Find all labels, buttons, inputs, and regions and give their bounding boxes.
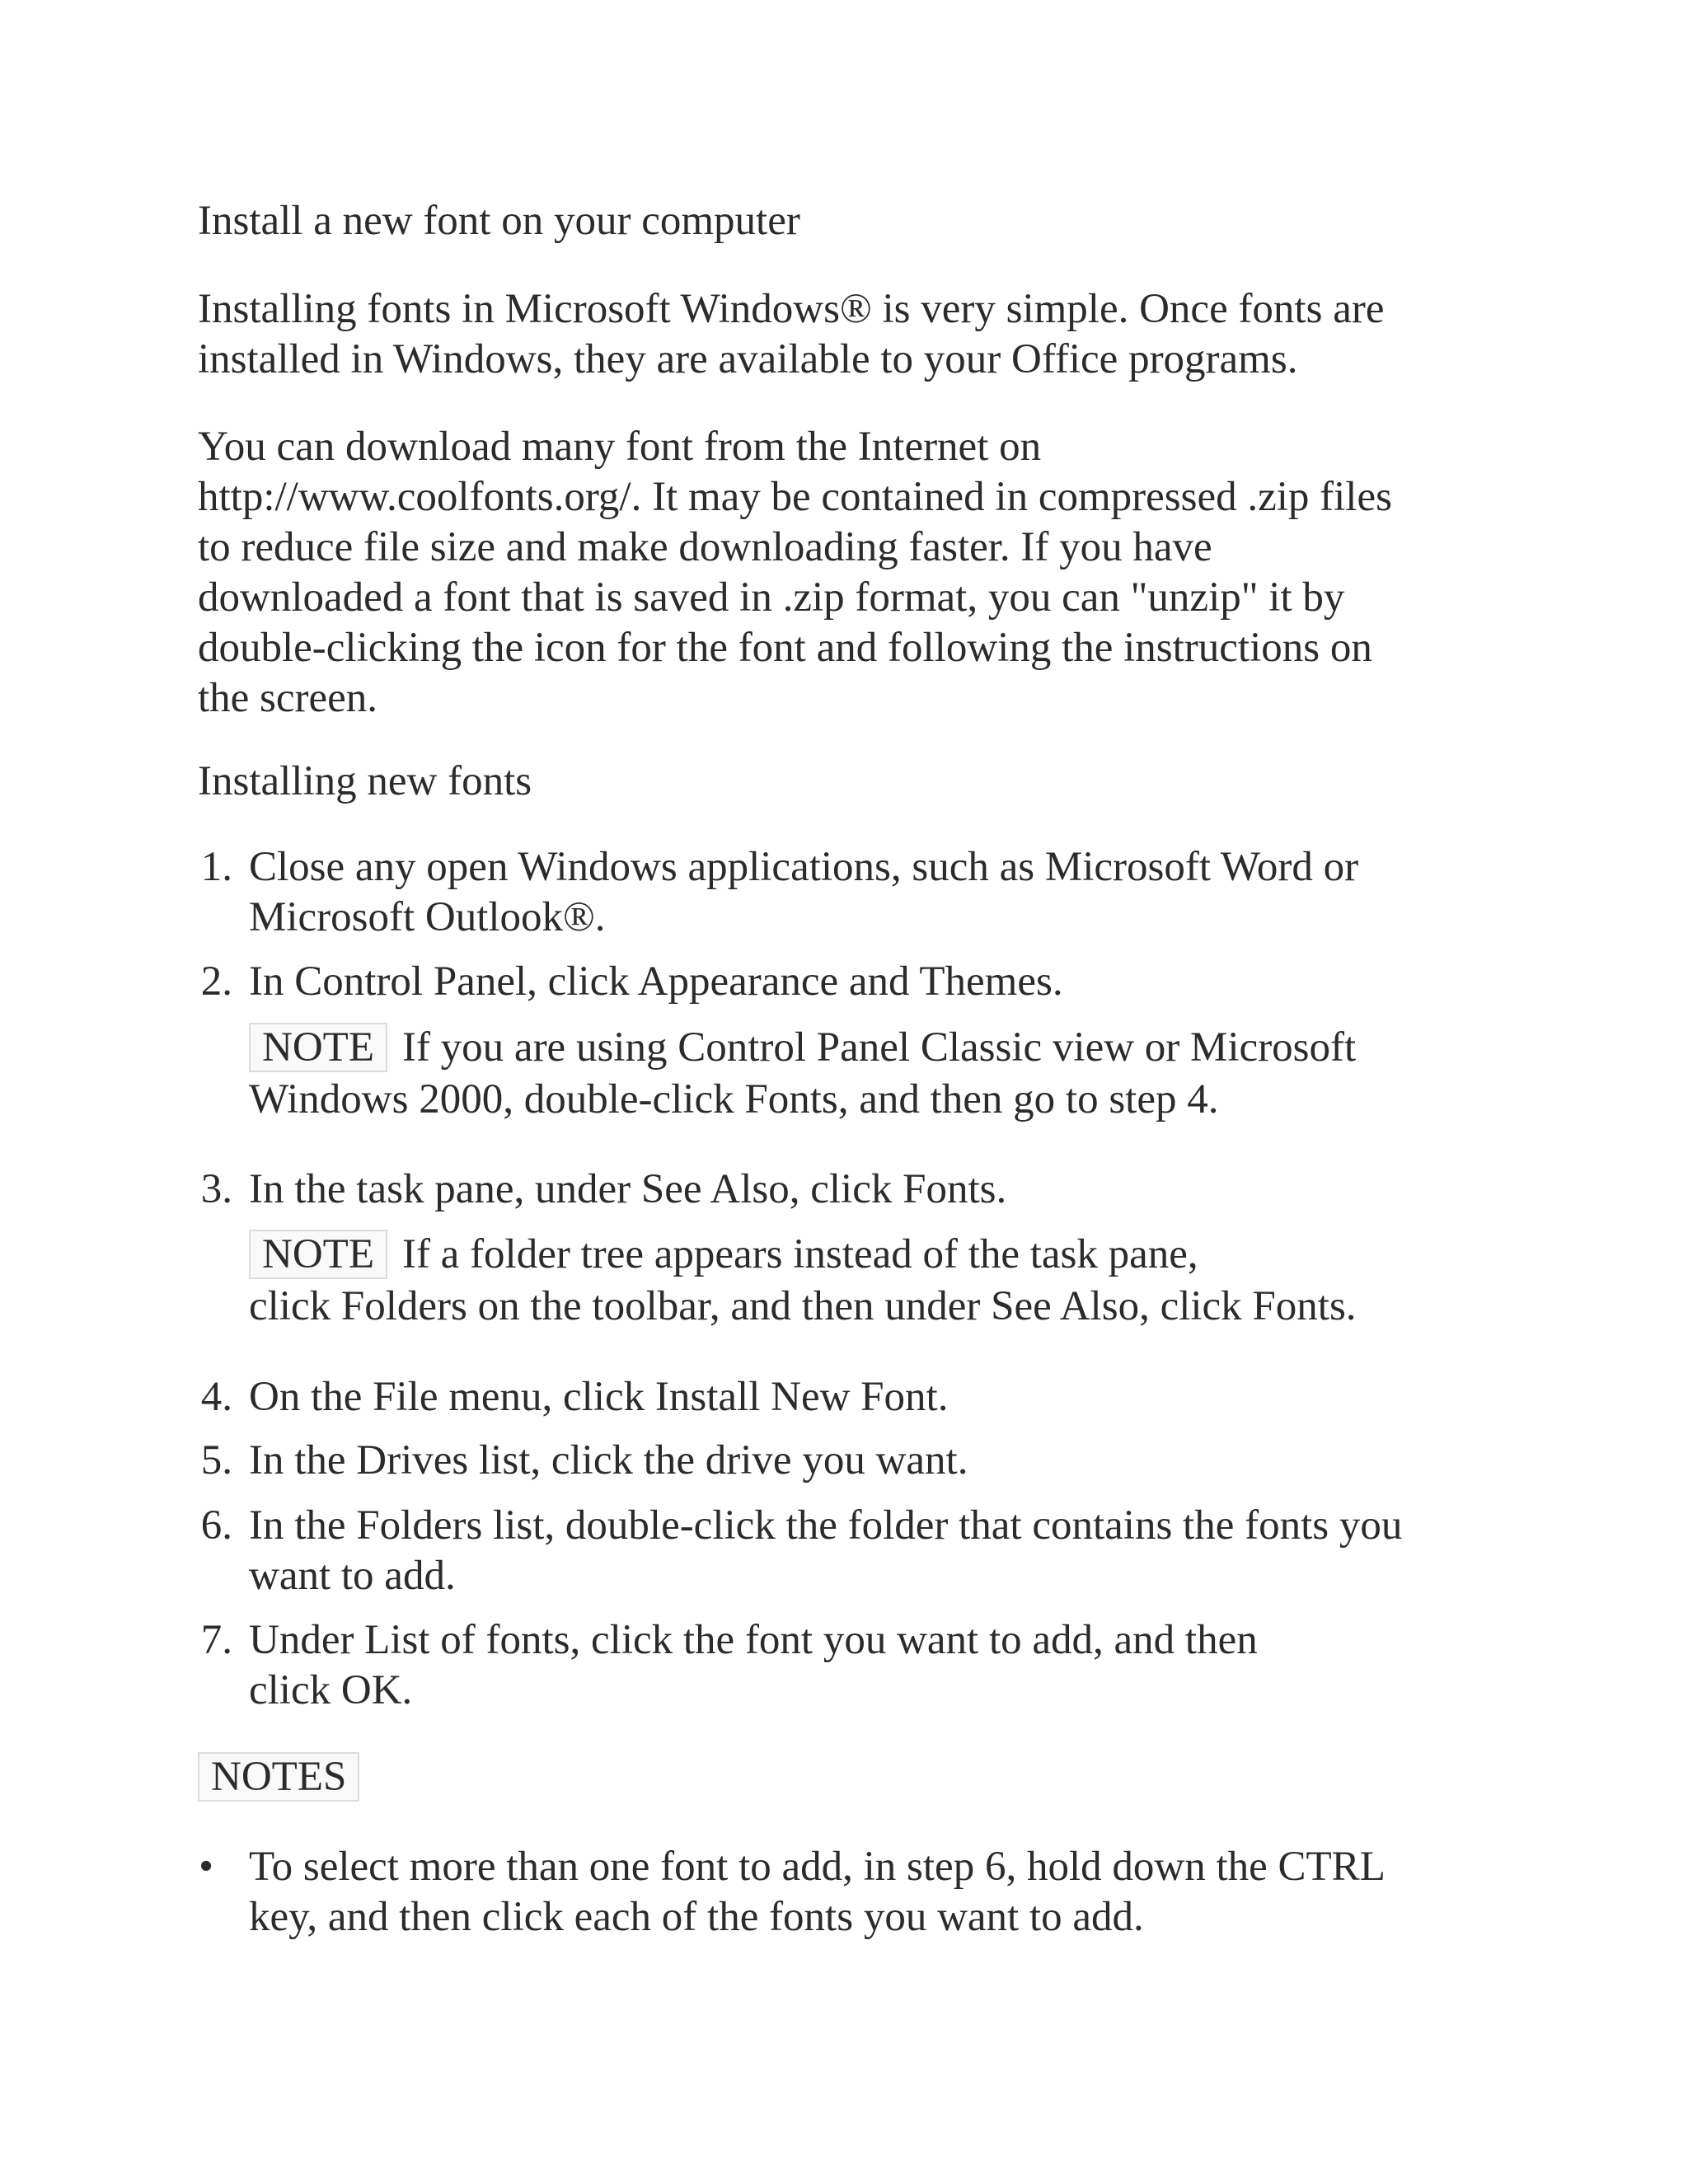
intro-paragraph [198, 284, 1384, 385]
page-title: Install a new font on your computer [198, 198, 800, 244]
paragraph-line: Installing fonts in Microsoft Windows® is very simple. Once fonts are [198, 286, 1385, 332]
list-item: 6. In the Folders list, double-click the folder that contains the fonts you want to add. [183, 1501, 1584, 1601]
list-item: 3. In the task pane, under See Also, click Fonts. [183, 1165, 1584, 1215]
download-paragraph [198, 422, 1392, 724]
bullet-item: • To select more than one font to add, in step 6, hold down the CTRL key, and then click each of the fonts you want to add. [194, 1842, 1595, 1943]
note-label: NOTE [249, 1023, 387, 1072]
bullet-icon: • [199, 1844, 213, 1890]
list-number: 3. [200, 1166, 232, 1212]
paragraph-line: the screen. [198, 675, 378, 721]
paragraph-line: http://www.coolfonts.org/. It may be contained in compressed .zip files [198, 474, 1392, 520]
list-item: 4. On the File menu, click Install New Font. [183, 1372, 1584, 1422]
list-item: 5. In the Drives list, click the drive you want. [183, 1436, 1584, 1486]
list-number: 6. [200, 1502, 232, 1549]
paragraph-line: installed in Windows, they are available to your Office programs. [198, 336, 1298, 382]
list-number: 1. [200, 844, 232, 890]
paragraph-line: double-clicking the icon for the font and following the instructions on [198, 625, 1372, 671]
note-callout: NOTE If you are using Control Panel Classic view or Microsoft Windows 2000, double-click Fonts, and then go to step 4. [249, 1024, 1357, 1122]
notes-label: NOTES [198, 1752, 359, 1802]
list-number: 2. [200, 958, 232, 1005]
list-number: 4. [200, 1374, 232, 1420]
paragraph-line: to reduce file size and make downloading faster. If you have [198, 524, 1212, 570]
paragraph-line: downloaded a font that is saved in .zip format, you can "unzip" it by [198, 574, 1345, 621]
list-item: 7. Under List of fonts, click the font you want to add, and then click OK. [183, 1615, 1584, 1716]
note-label: NOTE [249, 1230, 387, 1279]
list-number: 5. [200, 1437, 232, 1483]
section-heading: Installing new fonts [198, 758, 532, 804]
note-callout: NOTE If a folder tree appears instead of the task pane, click Folders on the toolbar, and then under See Also, click Fonts. [249, 1231, 1357, 1329]
list-item: 1. Close any open Windows applications, such as Microsoft Word or Microsoft Outlook®. [183, 842, 1584, 943]
list-item: 2. In Control Panel, click Appearance and Themes. [183, 957, 1584, 1007]
paragraph-line: You can download many font from the Internet on [198, 424, 1042, 470]
list-number: 7. [200, 1617, 232, 1663]
